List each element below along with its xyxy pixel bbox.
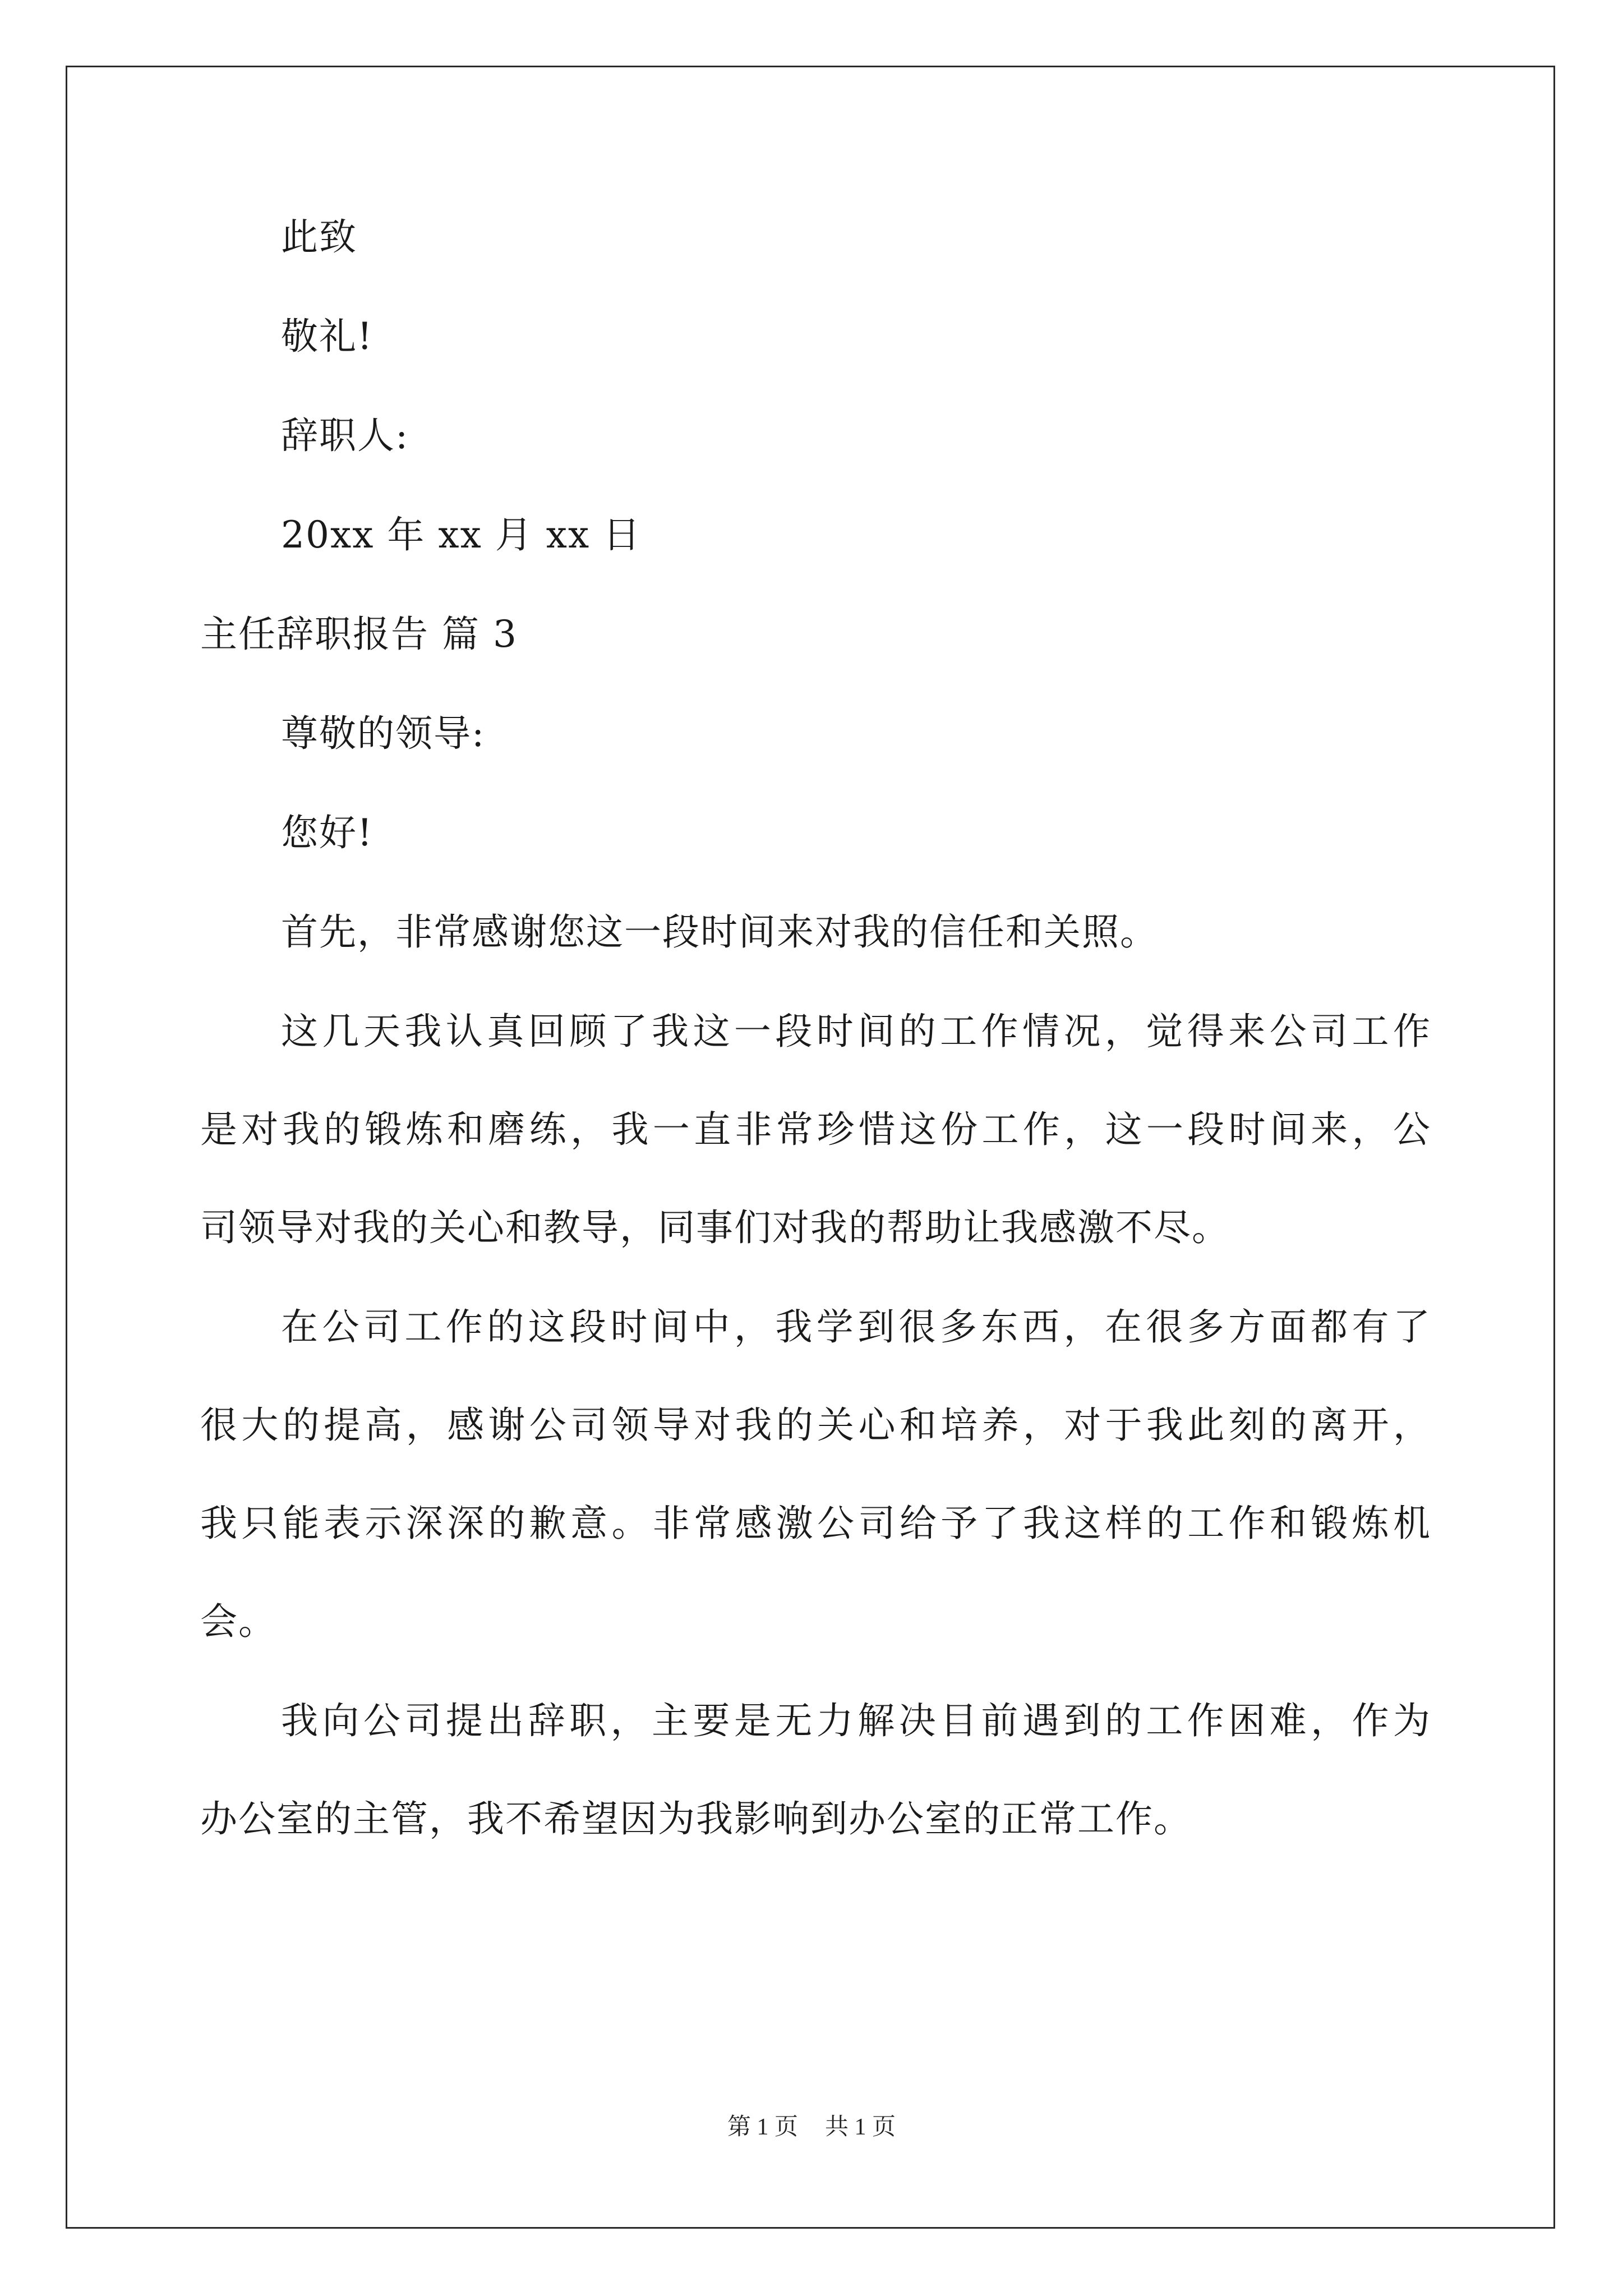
greeting: 您好! — [281, 811, 374, 854]
page-total: 共 1 页 — [825, 2114, 896, 2140]
salutation: 尊敬的领导: — [281, 712, 486, 755]
paragraph-3-line-1: 在公司工作的这段时间中，我学到很多东西，在很多方面都有了 — [281, 1305, 1431, 1349]
paragraph-2-line-2: 是对我的锻炼和磨练，我一直非常珍惜这份工作，这一段时间来，公 — [200, 1108, 1431, 1151]
signer-label: 辞职人: — [281, 414, 409, 457]
closing-line-1: 此致 — [281, 215, 357, 259]
paragraph-3-line-2: 很大的提高，感谢公司领导对我的关心和培养，对于我此刻的离开， — [200, 1404, 1431, 1447]
paragraph-3-line-3: 我只能表示深深的歉意。非常感激公司给予了我这样的工作和锻炼机 — [200, 1502, 1431, 1545]
paragraph-2-line-3: 司领导对我的关心和教导，同事们对我的帮助让我感激不尽。 — [200, 1206, 1230, 1249]
paragraph-1-line-1: 首先，非常感谢您这一段时间来对我的信任和关照。 — [281, 910, 1158, 954]
closing-line-2: 敬礼! — [281, 315, 374, 358]
paragraph-4-line-2: 办公室的主管，我不希望因为我影响到办公室的正常工作。 — [200, 1797, 1192, 1841]
page-footer — [0, 2113, 1623, 2141]
page-number: 第 1 页 — [727, 2114, 798, 2140]
paragraph-2-line-1: 这几天我认真回顾了我这一段时间的工作情况，觉得来公司工作 — [281, 1010, 1431, 1053]
document-body — [200, 213, 1431, 1843]
date-line: 20xx 年 xx 月 xx 日 — [281, 513, 642, 556]
paragraph-4-line-1: 我向公司提出辞职，主要是无力解决目前遇到的工作困难，作为 — [281, 1699, 1431, 1742]
paragraph-3-line-4: 会。 — [200, 1600, 276, 1643]
section-title: 主任辞职报告 篇 3 — [200, 613, 518, 656]
